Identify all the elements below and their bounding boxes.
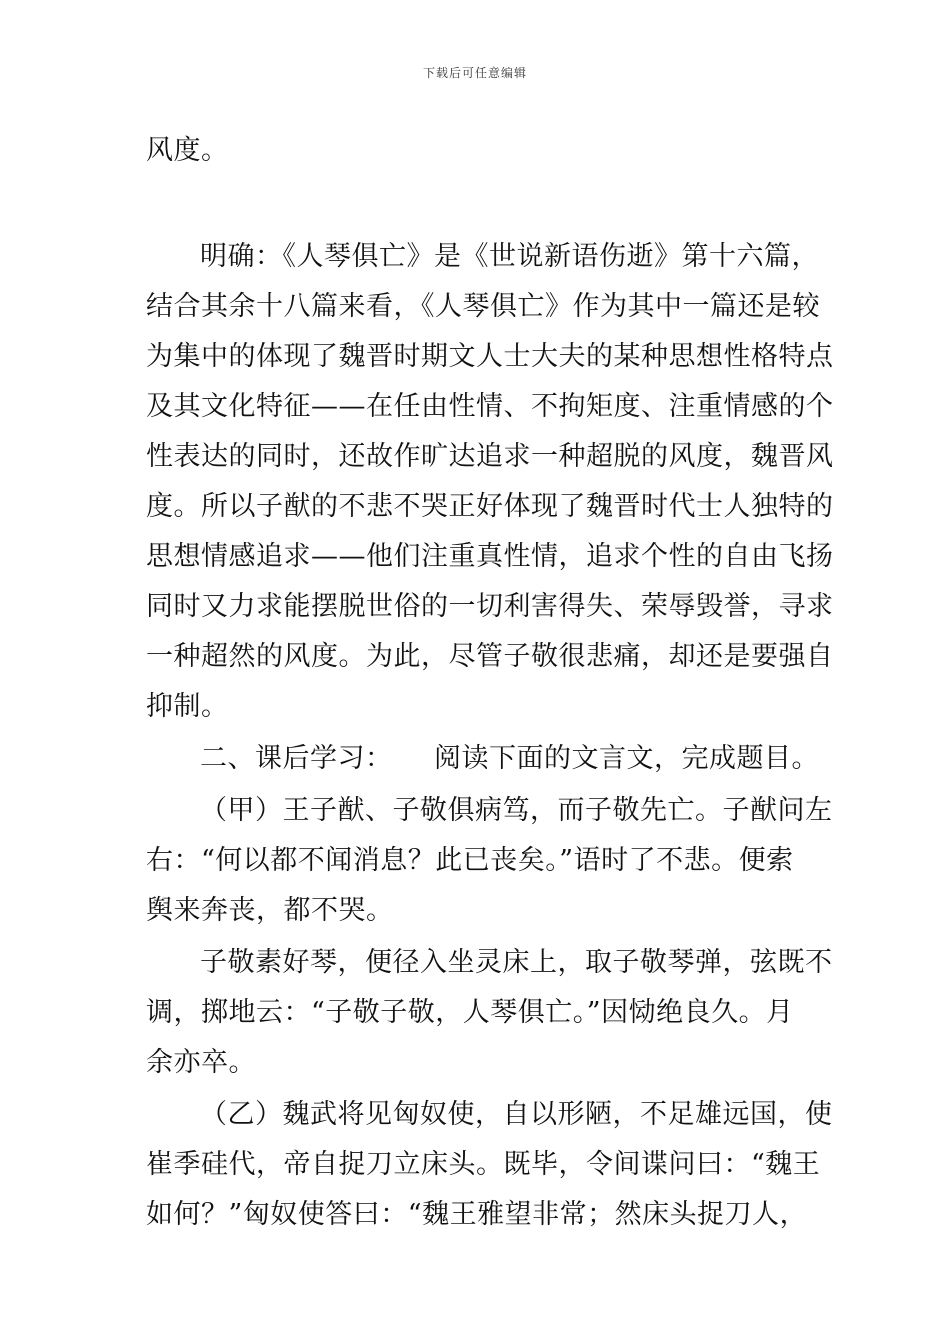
text-line: （甲）王子猷、子敬俱病笃，而子敬先亡。子猷问左 [200, 795, 833, 826]
paragraph-zijing-qin [146, 938, 833, 1088]
text-line: 调，掷地云：“子敬子敬，人琴俱亡。”因恸绝良久。月 [146, 997, 794, 1028]
text-line: 二、课后学习： 阅读下面的文言文，完成题目。 [200, 743, 819, 774]
text-line: 思想情感追求——他们注重真性情，追求个性的自由飞扬 [146, 541, 834, 572]
paragraph-answer [146, 232, 834, 732]
paragraph-yi [146, 1090, 833, 1240]
text-line: 崔季硅代，帝自捉刀立床头。既毕，令间谍问曰：“魏王 [146, 1149, 821, 1180]
document-body [146, 126, 834, 1240]
text-line: 结合其余十八篇来看，《人琴俱亡》作为其中一篇还是较 [146, 291, 820, 322]
text-line: 如何？”匈奴使答曰：“魏王雅望非常；然床头捉刀人， [146, 1199, 808, 1230]
text-line: 舆来奔丧，都不哭。 [146, 895, 394, 926]
text-line: 右：“何以都不闻消息？此已丧矣。”语时了不悲。便索 [146, 845, 794, 876]
text-line: 明确：《人琴俱亡》是《世说新语伤逝》第十六篇， [200, 241, 819, 272]
paragraph-continuation [146, 126, 816, 176]
text-line: 子敬素好琴，便径入坐灵床上，取子敬琴弹，弦既不 [200, 947, 833, 978]
text-line: 度。所以子猷的不悲不哭正好体现了魏晋时代士人独特的 [146, 491, 834, 522]
paragraph-jia [146, 786, 833, 936]
text-line: 同时又力求能摆脱世俗的一切利害得失、荣辱毁誉，寻求 [146, 591, 834, 622]
text-line: 风度。 [146, 135, 229, 166]
page-header: 下载后可任意编辑 [422, 66, 527, 80]
text-line: 及其文化特征——在任由性情、不拘矩度、注重情感的个 [146, 391, 834, 422]
section-heading-after-class [146, 734, 819, 784]
paragraph-spacer [146, 176, 816, 232]
text-line: 抑制。 [146, 691, 229, 722]
text-line: （乙）魏武将见匈奴使，自以形陋，不足雄远国，使 [200, 1099, 833, 1130]
text-line: 为集中的体现了魏晋时期文人士大夫的某种思想性格特点 [146, 341, 834, 372]
text-line: 一种超然的风度。为此，尽管子敬很悲痛，却还是要强自 [146, 641, 834, 672]
text-line: 余亦卒。 [146, 1047, 256, 1078]
text-line: 性表达的同时，还故作旷达追求一种超脱的风度，魏晋风 [146, 441, 834, 472]
